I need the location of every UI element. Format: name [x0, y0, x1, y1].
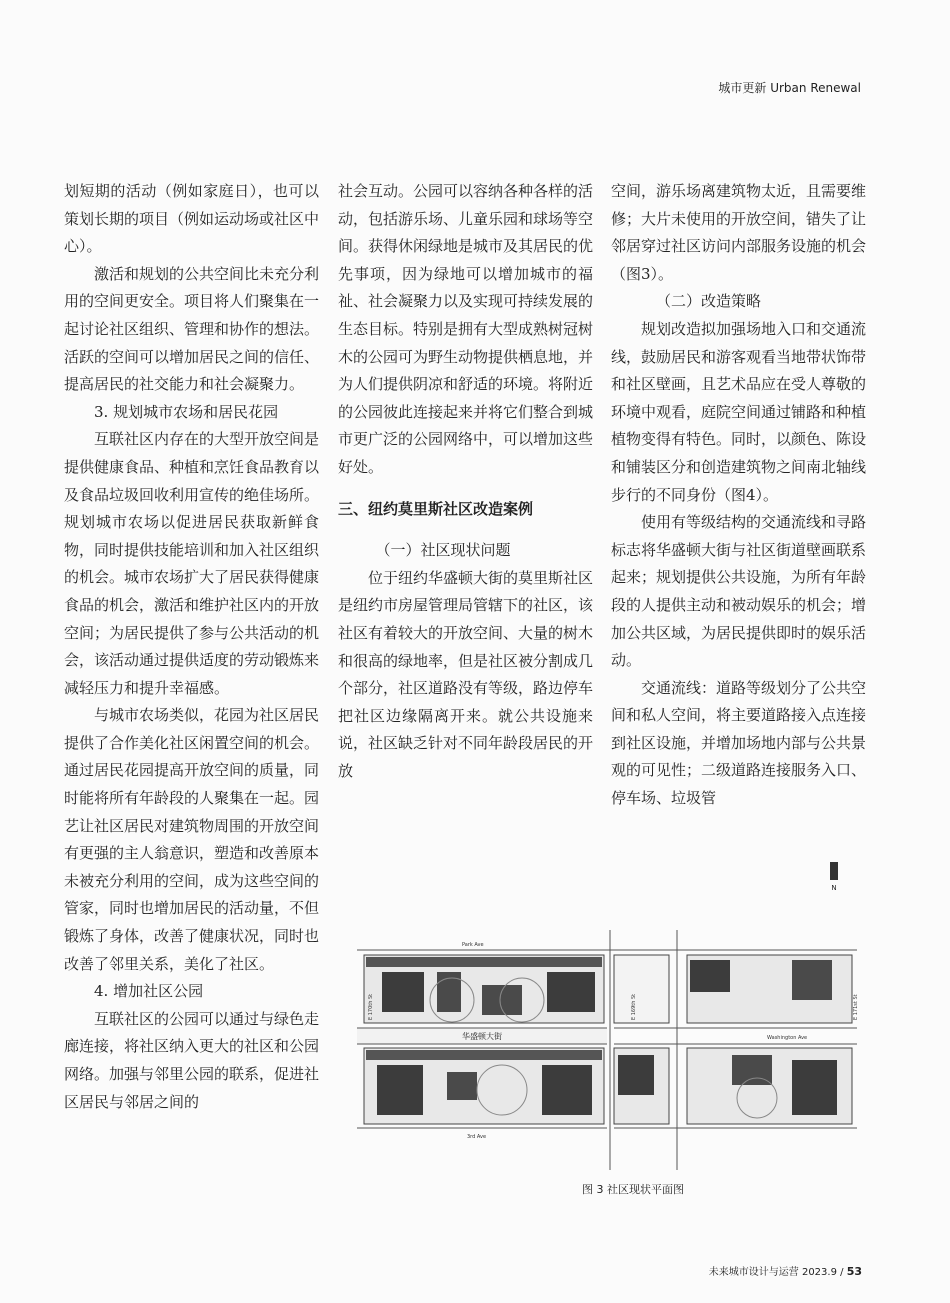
subheading: 4. 增加社区公园 [94, 982, 204, 1001]
paragraph: 互联社区的公园可以通过与绿色走廊连接，将社区纳入更大的社区和公园网络。加强与邻里公园的联系，促进社区居民与邻居之间的 [64, 1009, 320, 1111]
text-column-3 [611, 178, 866, 813]
svg-text:Park Ave: Park Ave [462, 942, 484, 948]
paragraph: 与城市农场类似，花园为社区居民提供了合作美化社区闲置空间的机会。通过居民花园提高开放空间的质量，同时能将所有年龄段的人聚集在一起。园艺让社区居民对建筑物周围的开放空间有更强的主人翁意识，塑造和改善原本未被充分利用的空间，成为这些空间的管家，同时也增加居民的活动量，不但锻炼了身体，改善了健康状况，同时也改善了邻里关系，美化了社区。 [64, 706, 320, 973]
svg-text:E 170th St: E 170th St [368, 993, 374, 1020]
site-plan-figure [352, 860, 862, 1205]
paragraph: 位于纽约华盛顿大街的莫里斯社区是纽约市房屋管理局管辖下的社区，该社区有着较大的开放空间、大量的树木和很高的绿地率，但是社区被分割成几个部分，社区道路没有等级，路边停车把社区边缘隔离开来。就公共设施来说，社区缺乏针对不同年龄段居民的开放 [338, 568, 594, 780]
paragraph: 使用有等级结构的交通流线和寻路标志将华盛顿大街与社区街道壁画联系起来；规划提供公共设施，为所有年龄段的人提供主动和被动娱乐的机会；增加公共区域，为居民提供即时的娱乐活动。 [611, 513, 867, 670]
paragraph: 互联社区内存在的大型开放空间是提供健康食品、种植和烹饪食品教育以及食品垃圾回收利用宣传的绝佳场所。规划城市农场以促进居民获取新鲜食物，同时提供技能培训和加入社区组织的机会。城市农场扩大了居民获得健康食品的机会，激活和维护社区内的开放空间；为居民提供了参与公共活动的机会，该活动通过提供适度的劳动锻炼来减轻压力和提升幸福感。 [64, 430, 320, 697]
svg-text:3rd Ave: 3rd Ave [467, 1134, 487, 1140]
section-heading: 三、纽约莫里斯社区改造案例 [338, 499, 534, 518]
figure-caption: 图 3 社区现状平面图 [582, 1183, 684, 1196]
svg-text:Washington Ave: Washington Ave [767, 1035, 808, 1041]
paragraph: 划短期的活动（例如家庭日），也可以策划长期的项目（例如运动场或社区中心）。 [64, 182, 320, 256]
svg-text:E 169th St: E 169th St [631, 993, 637, 1020]
subheading: （一）社区现状问题 [375, 541, 511, 560]
svg-text:E 171st St: E 171st St [853, 994, 859, 1020]
page-footer [709, 1263, 862, 1278]
running-header: 城市更新 Urban Renewal [718, 81, 861, 95]
page-number: 53 [846, 1265, 862, 1278]
text-column-1 [64, 178, 319, 1116]
paragraph: 社会互动。公园可以容纳各种各样的活动，包括游乐场、儿童乐园和球场等空间。获得休闲绿地是城市及其居民的优先事项，因为绿地可以增加城市的福祉、社会凝聚力以及实现可持续发展的生态目标。特别是拥有大型成熟树冠树木的公园可为野生动物提供栖息地，并为人们提供阴凉和舒适的环境。将附近的公园彼此连接起来并将它们整合到城市更广泛的公园网络中，可以增加这些好处。 [338, 182, 594, 476]
journal-name: 未来城市设计与运营 [708, 1267, 799, 1278]
text-column-2 [338, 178, 593, 785]
issue-number: 2023.9 / [801, 1267, 844, 1278]
paragraph: 空间，游乐场离建筑物太近，且需要维修；大片未使用的开放空间，错失了让邻居穿过社区访问内部服务设施的机会（图3）。 [611, 182, 867, 283]
svg-text:N: N [831, 884, 837, 892]
paragraph: 规划改造拟加强场地入口和交通流线，鼓励居民和游客观看当地带状饰带和社区壁画，且艺术品应在受人尊敬的环境中观看，庭院空间通过铺路和种植植物变得有特色。同时，以颜色、陈设和铺装区分和创造建筑物之间南北轴线步行的不同身份（图4）。 [611, 319, 867, 504]
paragraph: 激活和规划的公共空间比未充分利用的空间更安全。项目将人们聚集在一起讨论社区组织、管理和协作的想法。活跃的空间可以增加居民之间的信任、提高居民的社交能力和社会凝聚力。 [64, 264, 320, 394]
paragraph: 交通流线：道路等级划分了公共空间和私人空间，将主要道路接入点连接到社区设施，并增加场地内部与公共景观的可见性；二级道路连接服务入口、停车场、垃圾管 [611, 678, 867, 808]
street-label: 华盛顿大街 [462, 1032, 502, 1041]
subheading: （二）改造策略 [656, 292, 762, 311]
subheading: 3. 规划城市农场和居民花园 [94, 402, 279, 421]
